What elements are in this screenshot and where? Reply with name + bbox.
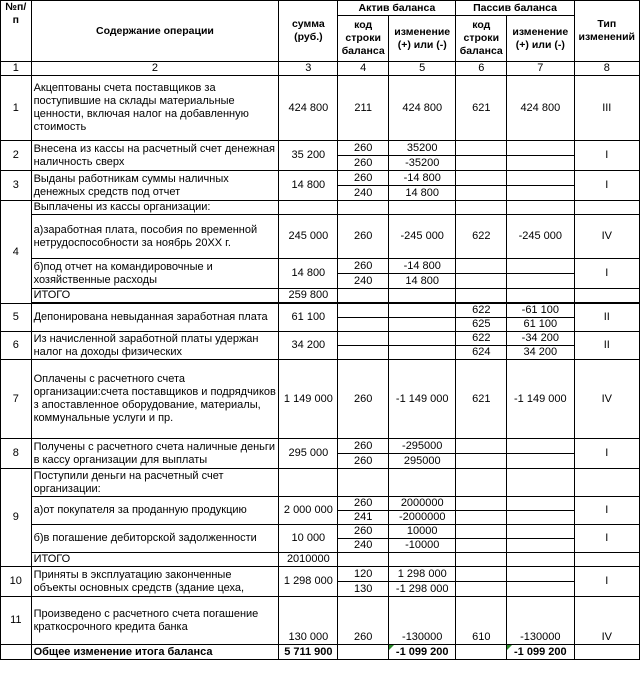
active-change: 35200 [388, 141, 455, 156]
passive-code: 621 [456, 76, 507, 141]
table-row [1, 201, 640, 215]
header-num: №п/п [1, 1, 32, 62]
table-row [1, 76, 640, 141]
passive-change [507, 171, 574, 186]
table-row [1, 171, 640, 186]
active-change: 295000 [388, 454, 455, 469]
passive-code: 622 [456, 215, 507, 259]
passive-change [507, 469, 574, 497]
active-code: 260 [338, 215, 389, 259]
footer-sum: 5 711 900 [279, 645, 338, 660]
passive-change [507, 525, 574, 539]
operation-sum: 1 298 000 [279, 567, 338, 597]
footer-passive-code [456, 645, 507, 660]
active-code: 260 [338, 497, 389, 511]
row-number: 9 [1, 469, 32, 567]
table-row [1, 332, 640, 346]
active-change: -10000 [388, 539, 455, 553]
passive-code [456, 141, 507, 156]
active-change: -1 298 000 [388, 582, 455, 597]
active-code: 120 [338, 567, 389, 582]
passive-change [507, 141, 574, 156]
active-code [338, 553, 389, 567]
active-change: 14 800 [388, 274, 455, 289]
operation-sum: 14 800 [279, 259, 338, 289]
header-sum: сумма (руб.) [279, 1, 338, 62]
footer-label: Общее изменение итога баланса [31, 645, 279, 660]
change-type [574, 201, 639, 215]
table-row [1, 141, 640, 156]
operation-text: Депонирована невыданная заработная плата [31, 304, 279, 332]
active-change: 14 800 [388, 186, 455, 201]
row-number: 5 [1, 304, 32, 332]
subtotal-label: ИТОГО [31, 553, 279, 567]
passive-change: 34 200 [507, 346, 574, 360]
active-code: 260 [338, 454, 389, 469]
active-code [338, 201, 389, 215]
passive-change [507, 511, 574, 525]
passive-code [456, 289, 507, 303]
subtotal-sum: 259 800 [279, 289, 338, 303]
table-row [1, 259, 640, 274]
column-numbers-row [1, 62, 640, 76]
operation-text: Получены с расчетного счета наличные деньги в кассу организации для выплаты [31, 439, 279, 469]
active-code [338, 289, 389, 303]
active-change: -35200 [388, 156, 455, 171]
header-content: Содержание операции [31, 1, 279, 62]
passive-change: 424 800 [507, 76, 574, 141]
operation-text: Выплачены из кассы организации: [31, 201, 279, 215]
passive-code [456, 186, 507, 201]
row-number: 7 [1, 360, 32, 439]
operation-sum: 10 000 [279, 525, 338, 553]
operation-text: Акцептованы счета поставщиков за поступившие на склады материальные ценности, включая налог на добавленную стоимость [31, 76, 279, 141]
active-change [388, 304, 455, 318]
table-row [1, 439, 640, 454]
active-code: 260 [338, 171, 389, 186]
row-number: 4 [1, 201, 32, 304]
footer-passive-change: -1 099 200 [507, 645, 574, 660]
passive-code: 610 [456, 597, 507, 645]
col-number: 3 [279, 62, 338, 76]
operation-text: б)под отчет на командировочные и хозяйственные расходы [31, 259, 279, 289]
active-change: -130000 [388, 597, 455, 645]
header-active-change: изменение (+) или (-) [388, 16, 455, 62]
footer-active-change: -1 099 200 [388, 645, 455, 660]
operation-text: б)в погашение дебиторской задолженности [31, 525, 279, 553]
row-number: 2 [1, 141, 32, 171]
table-row [1, 597, 640, 645]
table-row [1, 215, 640, 259]
passive-code [456, 156, 507, 171]
operation-sum: 245 000 [279, 215, 338, 259]
passive-change [507, 553, 574, 567]
active-code [338, 469, 389, 497]
passive-code: 622 [456, 332, 507, 346]
active-change: -2000000 [388, 511, 455, 525]
active-change: -245 000 [388, 215, 455, 259]
table-row [1, 289, 640, 303]
passive-code [456, 582, 507, 597]
active-code: 211 [338, 76, 389, 141]
passive-change [507, 539, 574, 553]
change-type: I [574, 525, 639, 553]
operation-sum: 35 200 [279, 141, 338, 171]
active-change: -14 800 [388, 259, 455, 274]
change-type: I [574, 259, 639, 289]
col-number: 1 [1, 62, 32, 76]
change-type [574, 469, 639, 497]
change-type: II [574, 332, 639, 360]
header-passive-code: код строки баланса [456, 16, 507, 62]
footer-total-row [1, 645, 640, 660]
active-code: 260 [338, 360, 389, 439]
active-code [338, 346, 389, 360]
operation-text: Из начисленной заработной платы удержан налог на доходы физических [31, 332, 279, 360]
passive-change: -130000 [507, 597, 574, 645]
table-row [1, 497, 640, 511]
passive-change [507, 567, 574, 582]
operation-sum: 1 149 000 [279, 360, 338, 439]
passive-change: -61 100 [507, 304, 574, 318]
table-row [1, 469, 640, 497]
operation-sum [279, 469, 338, 497]
passive-change: -34 200 [507, 332, 574, 346]
header-passive: Пассив баланса [456, 1, 574, 16]
table-row [1, 553, 640, 567]
change-type: II [574, 304, 639, 332]
footer-type [574, 645, 639, 660]
passive-code [456, 469, 507, 497]
passive-code [456, 511, 507, 525]
active-code: 240 [338, 539, 389, 553]
operation-text: Выданы работникам суммы наличных денежных средств под отчет [31, 171, 279, 201]
active-change [388, 346, 455, 360]
passive-change: 61 100 [507, 318, 574, 332]
table-row [1, 525, 640, 539]
passive-code [456, 171, 507, 186]
active-code [338, 318, 389, 332]
change-type: III [574, 76, 639, 141]
active-code: 130 [338, 582, 389, 597]
active-code: 260 [338, 439, 389, 454]
active-code: 241 [338, 511, 389, 525]
header-passive-change: изменение (+) или (-) [507, 16, 574, 62]
active-change: -14 800 [388, 171, 455, 186]
header-type: Тип изменений [574, 1, 639, 62]
passive-code [456, 497, 507, 511]
passive-change [507, 201, 574, 215]
active-change [388, 318, 455, 332]
active-code: 240 [338, 274, 389, 289]
header-active-code: код строки баланса [338, 16, 389, 62]
operation-sum: 130 000 [279, 597, 338, 645]
row-number: 10 [1, 567, 32, 597]
col-number: 6 [456, 62, 507, 76]
col-number: 8 [574, 62, 639, 76]
operation-text: Произведено с расчетного счета погашение краткосрочного кредита банка [31, 597, 279, 645]
passive-change [507, 454, 574, 469]
operation-sum: 424 800 [279, 76, 338, 141]
operation-text: Внесена из кассы на расчетный счет денежная наличность сверх [31, 141, 279, 171]
operation-text: а)от покупателя за проданную продукцию [31, 497, 279, 525]
change-type: IV [574, 360, 639, 439]
active-code: 260 [338, 156, 389, 171]
active-change: 424 800 [388, 76, 455, 141]
passive-code: 622 [456, 304, 507, 318]
passive-code [456, 259, 507, 274]
active-change: 10000 [388, 525, 455, 539]
change-type [574, 289, 639, 303]
passive-change [507, 439, 574, 454]
change-type: I [574, 567, 639, 597]
passive-code [456, 539, 507, 553]
passive-code [456, 567, 507, 582]
active-change [388, 332, 455, 346]
change-type: I [574, 497, 639, 525]
col-number: 4 [338, 62, 389, 76]
table-row [1, 360, 640, 439]
passive-change [507, 156, 574, 171]
active-code [338, 304, 389, 318]
active-change: -295000 [388, 439, 455, 454]
active-code: 260 [338, 141, 389, 156]
operation-text: Приняты в эксплуатацию законченные объекты основных средств (здание цеха, [31, 567, 279, 597]
col-number: 2 [31, 62, 279, 76]
passive-change [507, 582, 574, 597]
row-number: 8 [1, 439, 32, 469]
passive-code [456, 201, 507, 215]
change-type: I [574, 171, 639, 201]
passive-code: 624 [456, 346, 507, 360]
row-number: 6 [1, 332, 32, 360]
active-change [388, 469, 455, 497]
row-number: 11 [1, 597, 32, 645]
change-type: I [574, 439, 639, 469]
subtotal-sum: 2010000 [279, 553, 338, 567]
active-change: -1 149 000 [388, 360, 455, 439]
passive-change [507, 186, 574, 201]
operation-sum: 14 800 [279, 171, 338, 201]
active-code: 240 [338, 186, 389, 201]
footer-active-code [338, 645, 389, 660]
operation-sum [279, 201, 338, 215]
active-code: 260 [338, 525, 389, 539]
passive-change [507, 497, 574, 511]
operation-text: Оплачены с расчетного счета организации:счета поставщиков и подрядчиков з апоставленное оборудование, материалы, коммунальные услуги и пр. [31, 360, 279, 439]
passive-code: 621 [456, 360, 507, 439]
footer-empty-cell [1, 645, 32, 660]
table-row [1, 567, 640, 582]
operation-text: Поступили деньги на расчетный счет организации: [31, 469, 279, 497]
change-type: I [574, 141, 639, 171]
passive-code: 625 [456, 318, 507, 332]
header-active: Актив баланса [338, 1, 456, 16]
active-change: 1 298 000 [388, 567, 455, 582]
passive-code [456, 525, 507, 539]
passive-code [456, 454, 507, 469]
active-change [388, 289, 455, 303]
passive-change: -245 000 [507, 215, 574, 259]
table-row [1, 304, 640, 318]
passive-change [507, 289, 574, 303]
active-code: 260 [338, 597, 389, 645]
operation-sum: 34 200 [279, 332, 338, 360]
active-code [338, 332, 389, 346]
row-number: 3 [1, 171, 32, 201]
active-code: 260 [338, 259, 389, 274]
subtotal-label: ИТОГО [31, 289, 279, 303]
active-change: 2000000 [388, 497, 455, 511]
operation-sum: 295 000 [279, 439, 338, 469]
active-change [388, 201, 455, 215]
change-type: IV [574, 597, 639, 645]
col-number: 5 [388, 62, 455, 76]
row-number: 1 [1, 76, 32, 141]
operation-sum: 61 100 [279, 304, 338, 332]
col-number: 7 [507, 62, 574, 76]
active-change [388, 553, 455, 567]
passive-change: -1 149 000 [507, 360, 574, 439]
passive-code [456, 553, 507, 567]
change-type: IV [574, 215, 639, 259]
passive-code [456, 439, 507, 454]
operation-sum: 2 000 000 [279, 497, 338, 525]
passive-change [507, 274, 574, 289]
change-type [574, 553, 639, 567]
operation-text: а)заработная плата, пособия по временной нетрудоспособности за ноябрь 20XX г. [31, 215, 279, 259]
passive-code [456, 274, 507, 289]
passive-change [507, 259, 574, 274]
